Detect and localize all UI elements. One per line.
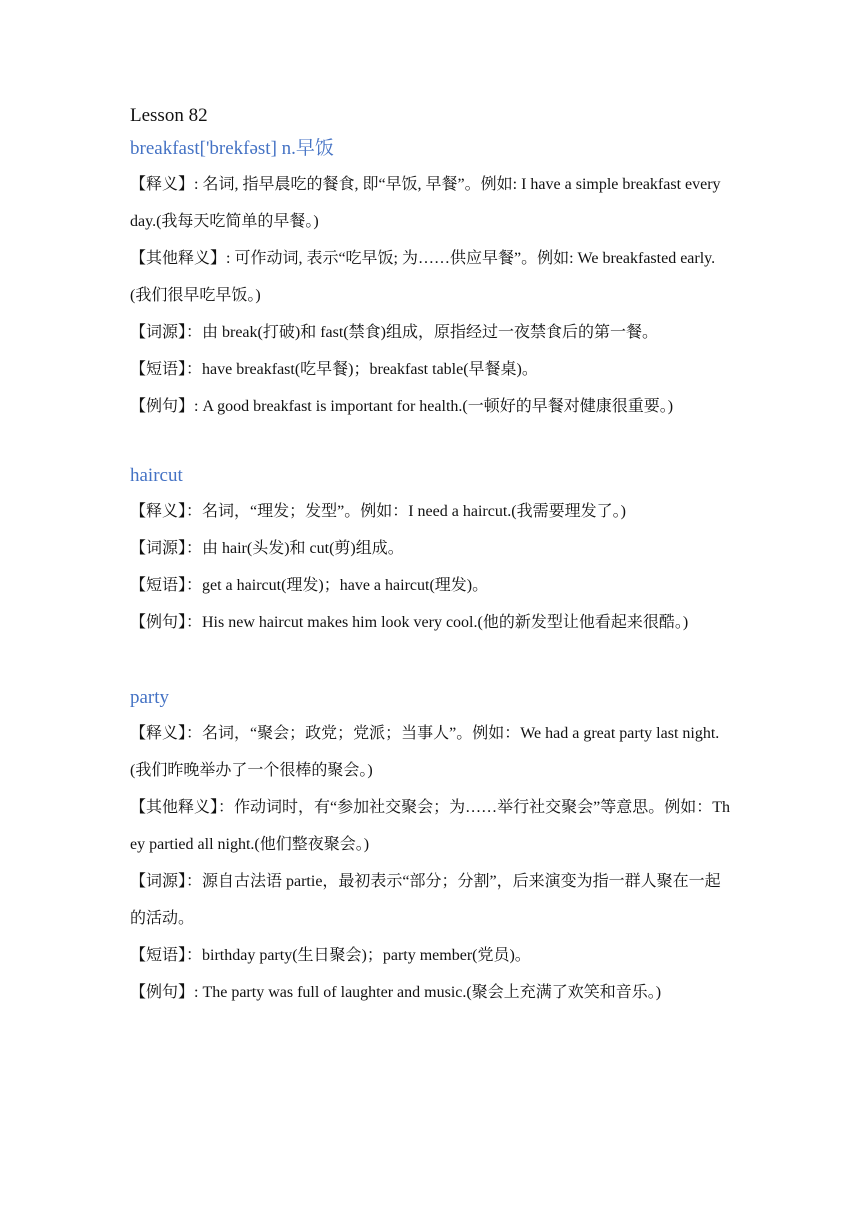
phrases-line: 【短语】：get a haircut(理发)；have a haircut(理发)。	[130, 577, 489, 594]
entry-party	[130, 681, 732, 1011]
definition-line: 【释义】: 名词, 指早晨吃的餐食, 即“早饭, 早餐”。例如: I have a simple breakfast every day.(我每天吃简单的早餐。)	[130, 176, 721, 230]
lesson-title: Lesson 82	[130, 105, 208, 126]
etymology-line: 【词源】：由 break(打破)和 fast(禁食)组成，原指经过一夜禁食后的第一餐。	[130, 324, 658, 341]
other-definition-line: 【其他释义】: 可作动词, 表示“吃早饭; 为……供应早餐”。例如: We breakfasted early.(我们很早吃早饭。)	[130, 250, 716, 304]
headword-haircut: haircut	[130, 465, 183, 486]
entry-haircut	[130, 459, 732, 641]
example-line: 【例句】：His new haircut makes him look very cool.(他的新发型让他看起来很酷。)	[130, 614, 689, 631]
example-line: 【例句】: A good breakfast is important for health.(一顿好的早餐对健康很重要。)	[130, 398, 674, 415]
phrases-line: 【短语】：have breakfast(吃早餐)；breakfast table(早餐桌)。	[130, 361, 538, 378]
other-definition-line: 【其他释义】：作动词时，有“参加社交聚会；为……举行社交聚会”等意思。例如：They partied all night.(他们整夜聚会。)	[130, 799, 730, 853]
entry-gap	[130, 641, 732, 681]
headword-breakfast: breakfast['brekfəst] n.早饭	[130, 138, 334, 159]
headword-party: party	[130, 687, 170, 708]
definition-line: 【释义】：名词，“理发；发型”。例如：I need a haircut.(我需要理发了。)	[130, 503, 626, 520]
entry-breakfast	[130, 132, 732, 425]
etymology-line: 【词源】：源自古法语 partie，最初表示“部分；分割”，后来演变为指一群人聚在一起的活动。	[130, 873, 721, 927]
document-page	[130, 100, 732, 1011]
entry-gap	[130, 425, 732, 459]
example-line: 【例句】: The party was full of laughter and music.(聚会上充满了欢笑和音乐。)	[130, 984, 662, 1001]
definition-line: 【释义】：名词，“聚会；政党；党派；当事人”。例如：We had a great party last night.(我们昨晚举办了一个很棒的聚会。)	[130, 725, 720, 779]
etymology-line: 【词源】：由 hair(头发)和 cut(剪)组成。	[130, 540, 404, 557]
phrases-line: 【短语】：birthday party(生日聚会)；party member(党员)。	[130, 947, 531, 964]
